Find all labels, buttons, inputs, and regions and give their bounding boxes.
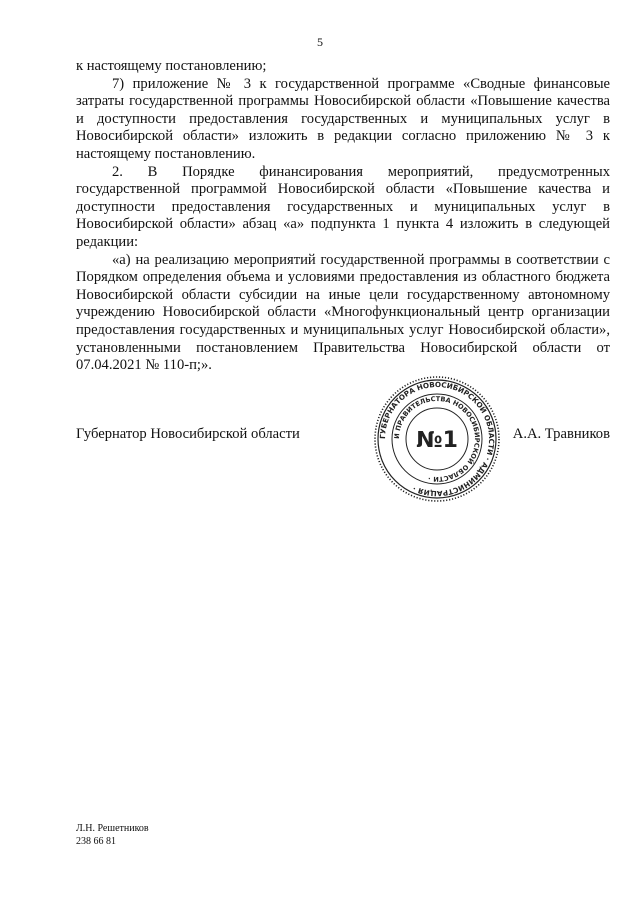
document-footer — [76, 822, 149, 848]
seal-outer-text: ГУБЕРНАТОРА НОВОСИБИРСКОЙ ОБЛАСТИ · АДМИНИСТРАЦИЯ · — [377, 379, 497, 499]
seal-center-number: №1 — [416, 428, 458, 453]
page-number: 5 — [317, 35, 323, 49]
executor-phone: 238 66 81 — [76, 836, 116, 847]
document-body — [76, 58, 610, 375]
paragraph-item-2: 2. В Порядке финансирования мероприятий, предусмотренных государственной программой Новосибирской области «Повышение качества и доступности предоставления государственных и муниципальных услуг в Новосибирской области» абзац «а» подпункта 1 пункта 4 изложить в следующей редакции: — [76, 163, 610, 250]
executor-name: Л.Н. Решетников — [76, 823, 149, 834]
official-seal-icon — [373, 375, 501, 503]
paragraph-continuation: к настоящему постановлению; — [76, 58, 267, 74]
seal-inner-text: И ПРАВИТЕЛЬСТВА НОВОСИБИРСКОЙ ОБЛАСТИ · — [392, 394, 482, 484]
signatory-position: Губернатор Новосибирской области — [76, 426, 300, 442]
paragraph-item-7: 7) приложение № 3 к государственной программе «Сводные финансовые затраты государственной программы Новосибирской области «Повышение качества и доступности предоставления государственных и муниципальных услуг в Новосибирской области» изложить в редакции согласно приложению № 3 к настоящему постановлению. — [76, 75, 610, 162]
paragraph-quoted-amendment: «а) на реализацию мероприятий государственной программы в соответствии с Порядком определения объема и условиями предоставления из областного бюджета Новосибирской области субсидии на иные цели государственному автономному учреждению Новосибирской области «Многофункциональный центр организации предоставления государственных и муниципальных услуг Новосибирской области», установленными постановлением Правительства Новосибирской области от 07.04.2021 № 110-п;». — [76, 251, 610, 374]
signatory-name: А.А. Травников — [512, 426, 610, 442]
